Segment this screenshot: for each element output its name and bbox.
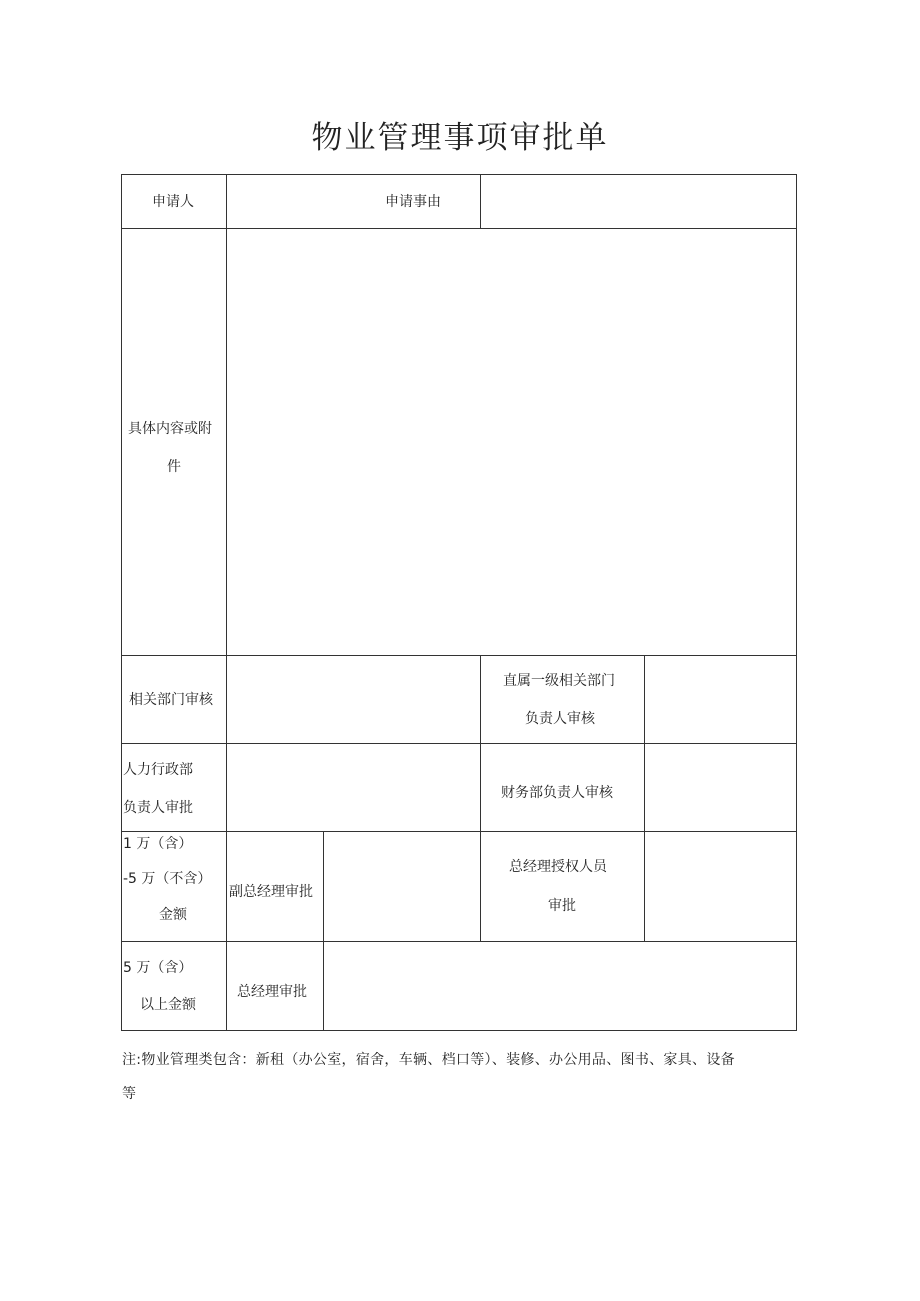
footnote xyxy=(122,1043,802,1111)
hr-label-line2: 负责人审批 xyxy=(123,800,193,816)
content-label-line2: 件 xyxy=(167,459,181,475)
direct-dept-value-cell[interactable] xyxy=(644,655,797,744)
finance-label-cell xyxy=(480,743,645,832)
range1-line1: 1 万（含） xyxy=(123,836,193,852)
finance-value-cell[interactable] xyxy=(644,743,797,832)
reason-value-cell[interactable] xyxy=(480,174,797,229)
gm-label-cell xyxy=(226,941,324,1031)
finance-label: 财务部负责人审核 xyxy=(501,785,613,801)
gm-authorized-value-cell[interactable] xyxy=(644,831,797,942)
gm-authorized-label-cell xyxy=(480,831,645,942)
range2-line1: 5 万（含） xyxy=(123,960,193,976)
range1-line3: 金额 xyxy=(159,907,187,923)
footnote-line1: 注:物业管理类包含：新租（办公室，宿舍，车辆、档口等）、装修、办公用品、图书、家具、设备 xyxy=(122,1052,735,1068)
page-title: 物业管理事项审批单 xyxy=(311,120,609,156)
hr-label-line1: 人力行政部 xyxy=(123,762,193,778)
applicant-label-cell xyxy=(121,174,227,229)
dept-review-label: 相关部门审核 xyxy=(129,692,213,708)
gm-value-cell[interactable] xyxy=(323,941,797,1031)
content-label-line1: 具体内容或附 xyxy=(128,421,212,437)
dept-review-value-cell[interactable] xyxy=(226,655,481,744)
range1-line2: -5 万（不含） xyxy=(123,871,212,887)
vice-gm-label-cell xyxy=(226,831,324,942)
footnote-line2: 等 xyxy=(122,1086,137,1102)
direct-dept-label-line1: 直属一级相关部门 xyxy=(503,673,615,689)
content-label-cell xyxy=(121,228,227,656)
applicant-label: 申请人 xyxy=(152,194,194,210)
content-value-cell[interactable] xyxy=(226,228,797,656)
applicant-value-cell[interactable] xyxy=(226,174,481,229)
gm-authorized-line1: 总经理授权人员 xyxy=(509,859,607,875)
dept-review-label-cell xyxy=(121,655,227,744)
direct-dept-label-line2: 负责人审核 xyxy=(525,711,595,727)
gm-label: 总经理审批 xyxy=(237,984,307,1000)
vice-gm-value-cell[interactable] xyxy=(323,831,481,942)
hr-value-cell[interactable] xyxy=(226,743,481,832)
gm-authorized-line2: 审批 xyxy=(548,898,576,914)
range2-label-cell xyxy=(121,941,227,1031)
vice-gm-label: 副总经理审批 xyxy=(229,884,313,900)
reason-label: 申请事由 xyxy=(385,194,441,210)
direct-dept-label-cell xyxy=(480,655,645,744)
range1-label-cell xyxy=(121,831,227,942)
hr-label-cell xyxy=(121,743,227,832)
range2-line2: 以上金额 xyxy=(140,997,196,1013)
